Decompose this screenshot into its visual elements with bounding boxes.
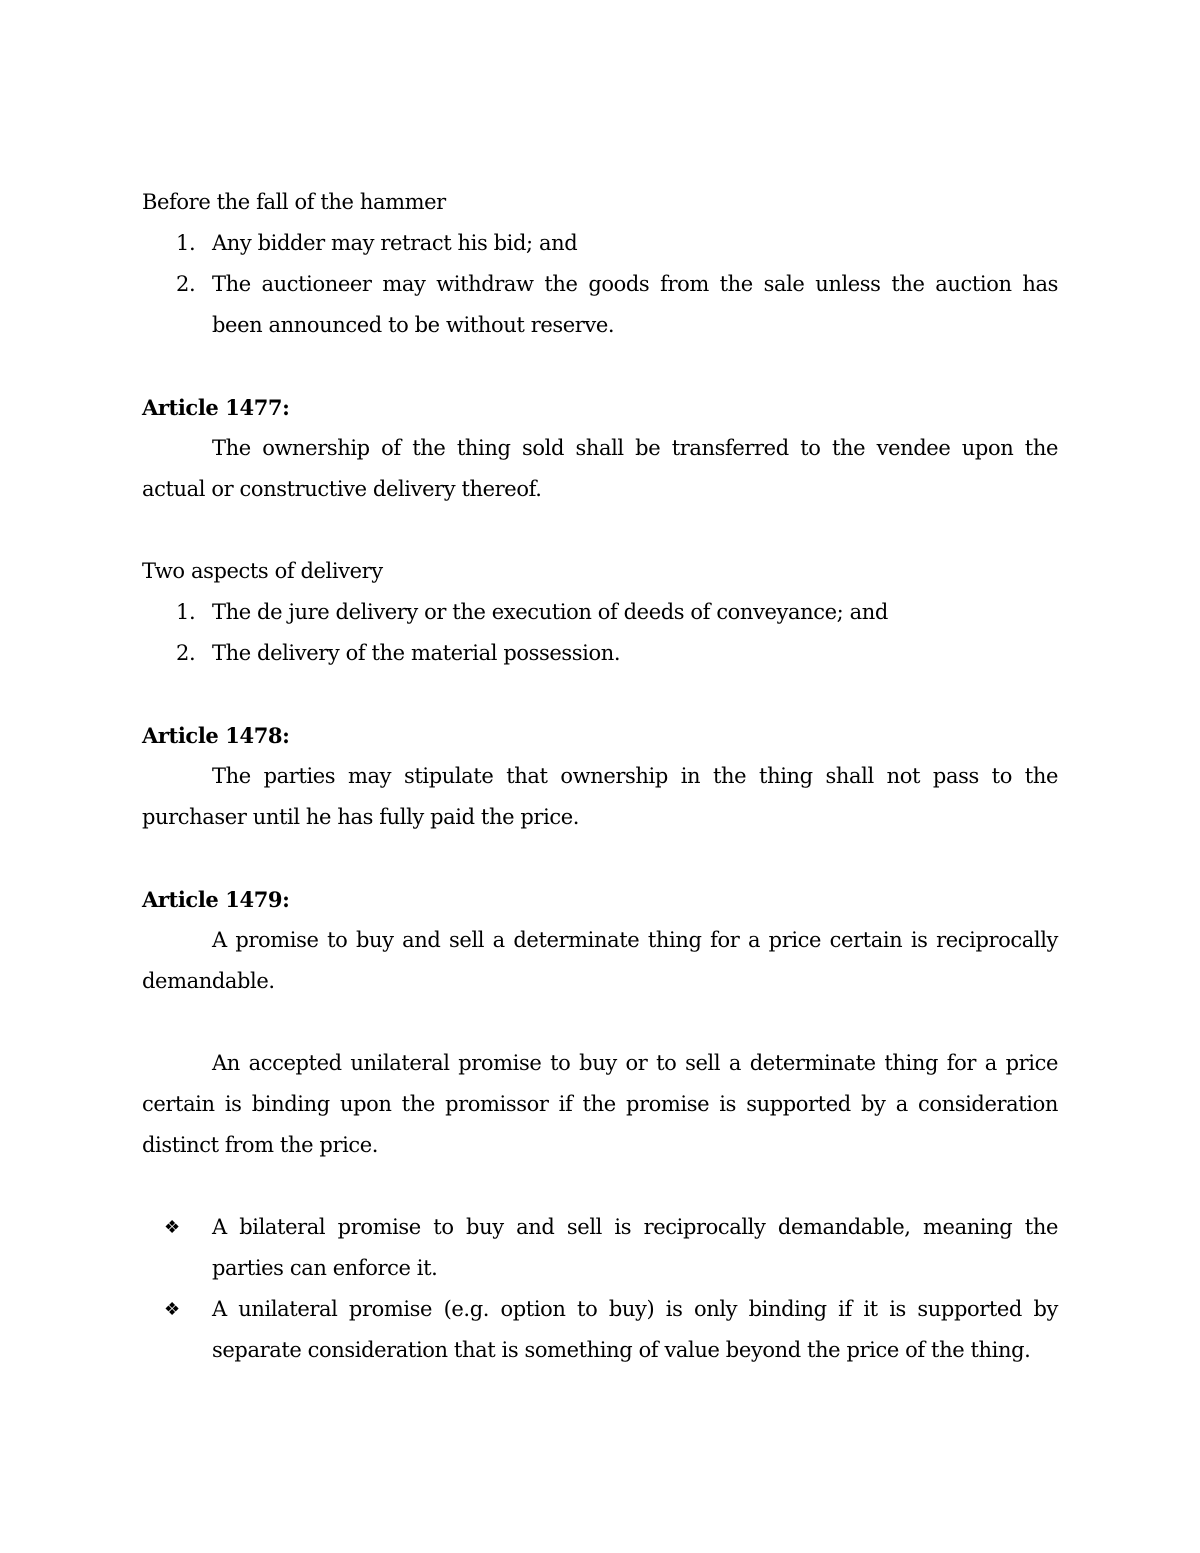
list-item	[142, 264, 1058, 346]
list-item	[142, 633, 1058, 674]
delivery-intro: Two aspects of delivery	[142, 559, 383, 583]
article-1477-heading: Article 1477:	[142, 395, 290, 420]
list-item-text: A unilateral promise (e.g. option to buy) is only binding if it is supported by separate consideration that is something of value beyond the price of the thing.	[212, 1297, 1058, 1362]
list-item	[142, 592, 1058, 633]
auction-list	[142, 223, 1058, 346]
article-1477-body: The ownership of the thing sold shall be transferred to the vendee upon the actual or constructive delivery thereof.	[142, 436, 1058, 501]
list-number: 2.	[176, 272, 196, 296]
list-item-text: The de jure delivery or the execution of deeds of conveyance; and	[212, 600, 888, 624]
article-1479-body-2: An accepted unilateral promise to buy or to sell a determinate thing for a price certain is binding upon the promissor if the promise is supported by a consideration distinct from the price.	[142, 1051, 1058, 1157]
diamond-bullet-icon: ❖	[164, 1217, 180, 1238]
list-item	[142, 1289, 1058, 1371]
list-number: 1.	[176, 231, 196, 255]
summary-bullet-list	[142, 1207, 1058, 1371]
article-1479-heading: Article 1479:	[142, 887, 290, 912]
article-1478-heading: Article 1478:	[142, 723, 290, 748]
list-item-text: The delivery of the material possession.	[212, 641, 621, 665]
list-item-text: Any bidder may retract his bid; and	[212, 231, 578, 255]
diamond-bullet-icon: ❖	[164, 1299, 180, 1320]
list-item	[142, 223, 1058, 264]
list-item	[142, 1207, 1058, 1289]
list-number: 1.	[176, 600, 196, 624]
auction-intro: Before the fall of the hammer	[142, 190, 446, 214]
article-1479-body-1: A promise to buy and sell a determinate thing for a price certain is reciprocally demandable.	[142, 928, 1058, 993]
list-item-text: A bilateral promise to buy and sell is reciprocally demandable, meaning the parties can enforce it.	[212, 1215, 1058, 1280]
delivery-list	[142, 592, 1058, 674]
list-number: 2.	[176, 641, 196, 665]
list-item-text: The auctioneer may withdraw the goods from the sale unless the auction has been announced to be without reserve.	[212, 272, 1058, 337]
article-1478-body: The parties may stipulate that ownership in the thing shall not pass to the purchaser until he has fully paid the price.	[142, 764, 1058, 829]
